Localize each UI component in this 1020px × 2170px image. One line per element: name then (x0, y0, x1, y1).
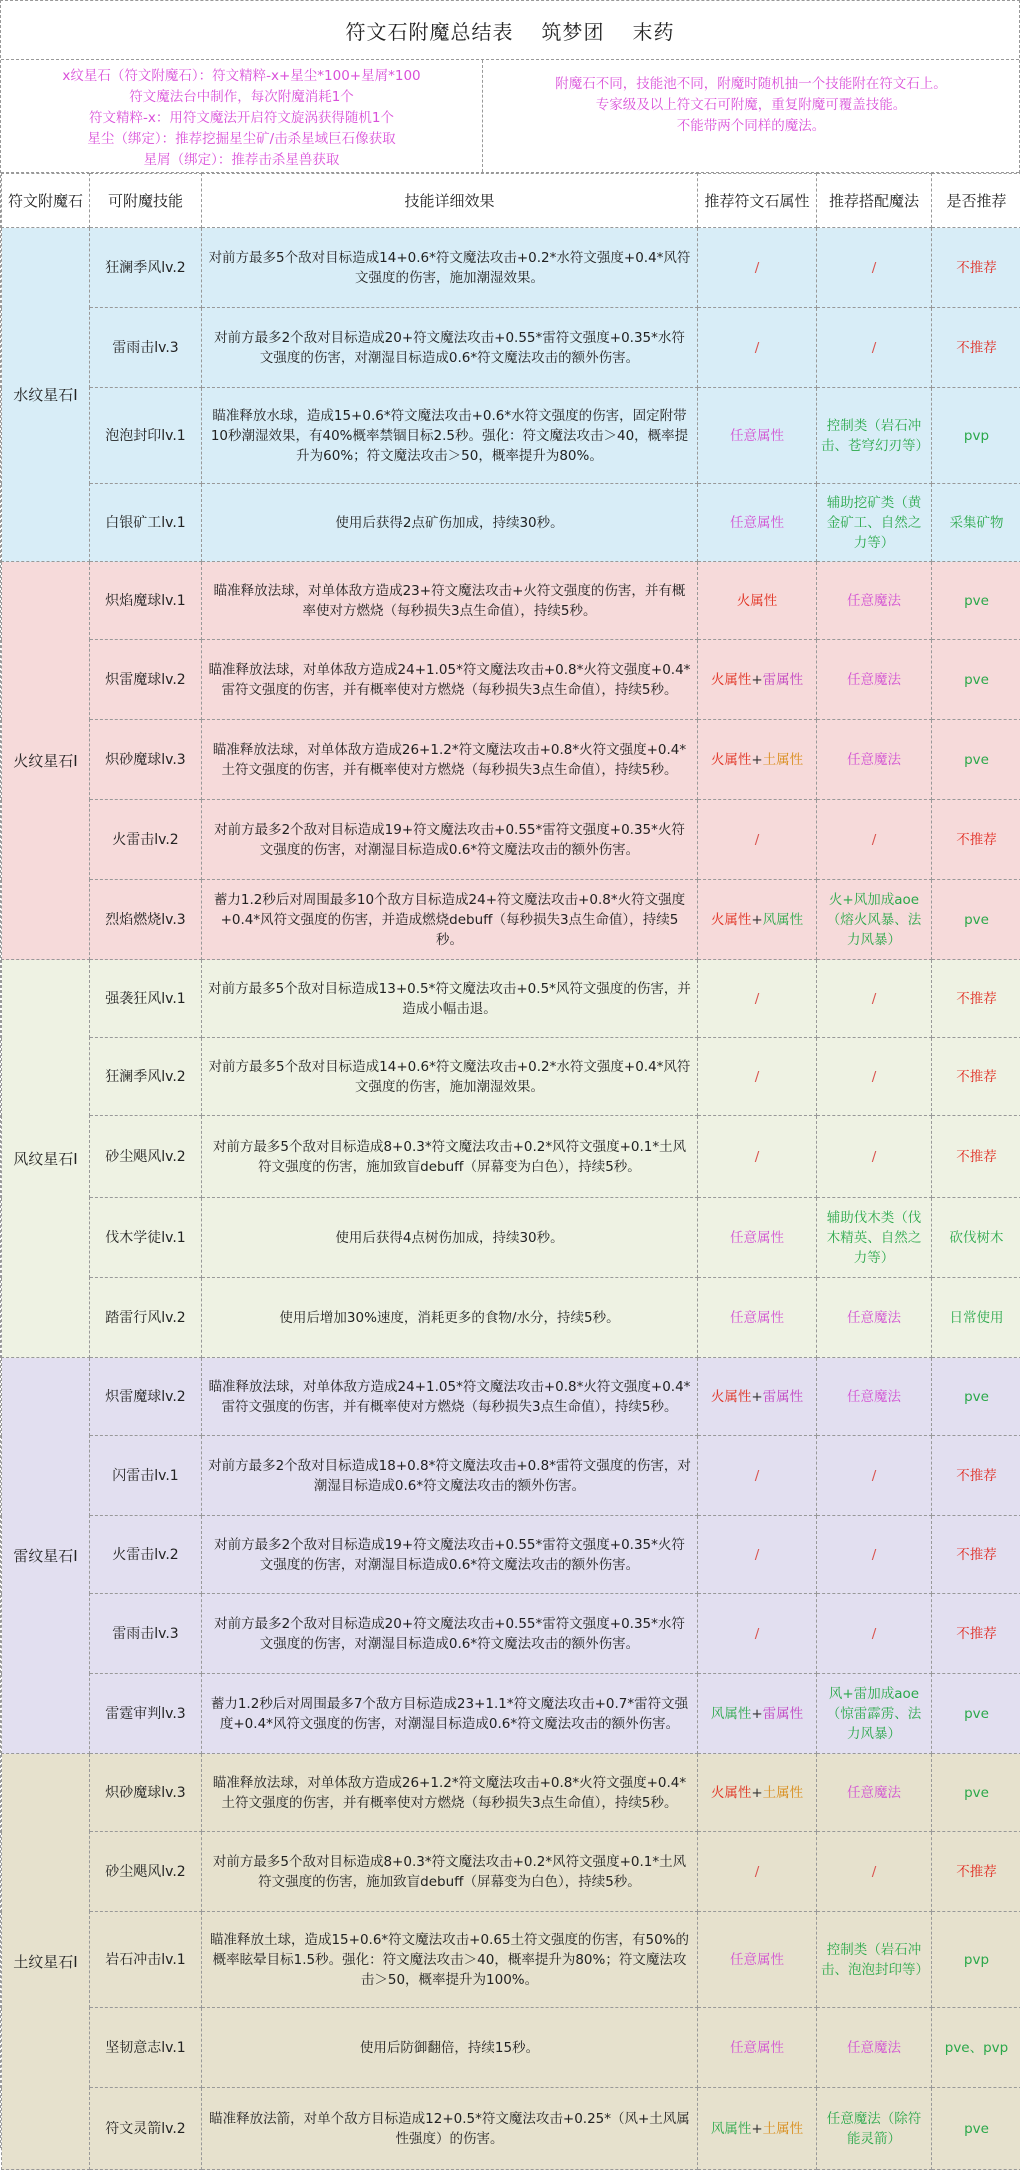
magic-cell (817, 484, 932, 562)
detail-cell: 瞄准释放法球，对单体敌方造成26+1.2*符文魔法攻击+0.8*火符文强度+0.4*土符文强度的伤害，并有概率使对方燃烧（每秒损失3点生命值），持续5秒。 (202, 720, 698, 800)
skill-cell: 强袭狂风lv.1 (90, 960, 202, 1038)
recommend-text: pve (964, 593, 989, 609)
detail-cell: 对前方最多5个敌对目标造成14+0.6*符文魔法攻击+0.2*水符文强度+0.4*风符文强度的伤害，施加潮湿效果。 (202, 1038, 698, 1116)
recommend-text: pve (964, 1785, 989, 1801)
detail-cell: 对前方最多5个敌对目标造成8+0.3*符文魔法攻击+0.2*风符文强度+0.1*土风符文强度的伤害，施加致盲debuff（屏幕变为白色），持续5秒。 (202, 1116, 698, 1198)
recommend-cell (932, 1754, 1020, 1832)
recommend-cell (932, 1832, 1020, 1912)
attr-cell (698, 1912, 817, 2008)
magic-cell (817, 1278, 932, 1358)
attr-text: / (755, 1626, 760, 1642)
detail-cell: 蓄力1.2秒后对周围最多7个敌方目标造成23+1.1*符文魔法攻击+0.7*雷符文强度+0.4*风符文强度的伤害，对潮湿目标造成0.6*符文魔法攻击的额外伤害。 (202, 1674, 698, 1754)
recommend-text: 日常使用 (950, 1310, 1004, 1326)
table-row (2, 1754, 1020, 1832)
recommend-cell (932, 484, 1020, 562)
sheet-title (1, 1, 1019, 60)
header-skill: 可附魔技能 (90, 174, 202, 228)
recommend-cell (932, 1278, 1020, 1358)
attr-cell (698, 1832, 817, 1912)
attr-text: 雷属性 (763, 1706, 804, 1722)
recommend-text: pve (964, 1706, 989, 1722)
stone-cell: 火纹星石Ⅰ (2, 562, 90, 960)
recommend-text: pve (964, 2121, 989, 2137)
skill-cell: 火雷击lv.2 (90, 800, 202, 880)
table-row (2, 228, 1020, 308)
recommend-cell (932, 562, 1020, 640)
magic-cell (817, 1198, 932, 1278)
header-detail: 技能详细效果 (202, 174, 698, 228)
attr-text: 土属性 (763, 752, 804, 768)
magic-text: 风+雷加成aoe（惊雷霹雳、法力风暴） (827, 1686, 922, 1742)
recommend-text: 不推荐 (956, 1547, 997, 1563)
detail-cell: 对前方最多5个敌对目标造成8+0.3*符文魔法攻击+0.2*风符文强度+0.1*土风符文强度的伤害，施加致盲debuff（屏幕变为白色），持续5秒。 (202, 1832, 698, 1912)
table-row (2, 1198, 1020, 1278)
enchant-table (1, 173, 1020, 2170)
attr-cell (698, 484, 817, 562)
detail-cell: 对前方最多5个敌对目标造成13+0.5*符文魔法攻击+0.5*风符文强度的伤害，并造成小幅击退。 (202, 960, 698, 1038)
recommend-cell (932, 1594, 1020, 1674)
attr-text: 风属性 (711, 1706, 752, 1722)
magic-cell (817, 2088, 932, 2170)
header-magic: 推荐搭配魔法 (817, 174, 932, 228)
table-row (2, 1594, 1020, 1674)
attr-cell (698, 308, 817, 388)
attr-text: / (755, 1069, 760, 1085)
detail-cell: 瞄准释放土球，造成15+0.6*符文魔法攻击+0.65土符文强度的伤害，有50%的概率眩晕目标1.5秒。强化：符文魔法攻击＞40，概率提升为80%；符文魔法攻击＞50，概率提升为100%。 (202, 1912, 698, 2008)
magic-text: / (872, 1547, 877, 1563)
table-row (2, 720, 1020, 800)
attr-text: 任意属性 (730, 1952, 784, 1968)
detail-cell: 对前方最多5个敌对目标造成14+0.6*符文魔法攻击+0.2*水符文强度+0.4*风符文强度的伤害，施加潮湿效果。 (202, 228, 698, 308)
stone-cell: 风纹星石Ⅰ (2, 960, 90, 1358)
attr-cell (698, 800, 817, 880)
notes-right (483, 60, 1019, 172)
table-row (2, 2088, 1020, 2170)
attr-text: + (751, 1389, 762, 1405)
table-row (2, 388, 1020, 484)
magic-cell (817, 1832, 932, 1912)
skill-cell: 符文灵箭lv.2 (90, 2088, 202, 2170)
attr-cell (698, 1594, 817, 1674)
recommend-text: 不推荐 (956, 991, 997, 1007)
magic-text: 任意魔法 (847, 1785, 901, 1801)
attr-cell (698, 1358, 817, 1436)
recommend-cell (932, 388, 1020, 484)
table-body (2, 228, 1020, 2170)
attr-cell (698, 228, 817, 308)
note-line: 专家级及以上符文石可附魔，重复附魔可覆盖技能。 (491, 95, 1011, 116)
detail-cell: 对前方最多2个敌对目标造成18+0.8*符文魔法攻击+0.8*雷符文强度的伤害，对潮湿目标造成0.6*符文魔法攻击的额外伤害。 (202, 1436, 698, 1516)
skill-cell: 闪雷击lv.1 (90, 1436, 202, 1516)
attr-text: / (755, 260, 760, 276)
attr-cell (698, 2088, 817, 2170)
skill-cell: 烈焰燃烧lv.3 (90, 880, 202, 960)
table-row (2, 1674, 1020, 1754)
magic-cell (817, 960, 932, 1038)
attr-cell (698, 1116, 817, 1198)
recommend-cell (932, 960, 1020, 1038)
skill-cell: 炽雷魔球lv.2 (90, 1358, 202, 1436)
title-group: 筑梦团 (542, 16, 605, 45)
recommend-cell (932, 1116, 1020, 1198)
recommend-cell (932, 2088, 1020, 2170)
recommend-text: 不推荐 (956, 1069, 997, 1085)
recommend-cell (932, 228, 1020, 308)
recommend-cell (932, 1358, 1020, 1436)
note-line: 星尘（绑定）：推荐挖掘星尘矿/击杀星域巨石像获取 (9, 129, 474, 150)
magic-text: 控制类（岩石冲击、泡泡封印等） (821, 1942, 929, 1978)
notes-section (1, 60, 1019, 173)
attr-text: 火属性 (711, 752, 752, 768)
magic-cell (817, 1038, 932, 1116)
attr-cell (698, 388, 817, 484)
skill-cell: 雷雨击lv.3 (90, 1594, 202, 1674)
table-row (2, 880, 1020, 960)
table-row (2, 1038, 1020, 1116)
stone-cell: 水纹星石Ⅰ (2, 228, 90, 562)
table-row (2, 640, 1020, 720)
skill-cell: 狂澜季风lv.2 (90, 228, 202, 308)
recommend-cell (932, 720, 1020, 800)
magic-cell (817, 308, 932, 388)
detail-cell: 对前方最多2个敌对目标造成19+符文魔法攻击+0.55*雷符文强度+0.35*火符文强度的伤害，对潮湿目标造成0.6*符文魔法攻击的额外伤害。 (202, 800, 698, 880)
table-row (2, 2008, 1020, 2088)
magic-text: 任意魔法 (847, 593, 901, 609)
recommend-text: 砍伐树木 (950, 1230, 1004, 1246)
table-row (2, 1436, 1020, 1516)
magic-text: 任意魔法 (847, 672, 901, 688)
skill-cell: 狂澜季风lv.2 (90, 1038, 202, 1116)
table-row (2, 1832, 1020, 1912)
magic-text: 辅助伐木类（伐木精英、自然之力等） (827, 1210, 922, 1266)
magic-cell (817, 1516, 932, 1594)
stone-cell: 雷纹星石Ⅰ (2, 1358, 90, 1754)
detail-cell: 瞄准释放法球，对单体敌方造成26+1.2*符文魔法攻击+0.8*火符文强度+0.4*土符文强度的伤害，并有概率使对方燃烧（每秒损失3点生命值），持续5秒。 (202, 1754, 698, 1832)
skill-cell: 白银矿工lv.1 (90, 484, 202, 562)
note-line: 符文魔法台中制作，每次附魔消耗1个 (9, 87, 474, 108)
magic-cell (817, 640, 932, 720)
table-row (2, 308, 1020, 388)
recommend-cell (932, 1038, 1020, 1116)
note-line: 不能带两个同样的魔法。 (491, 116, 1011, 137)
notes-left (1, 60, 483, 172)
note-line: 星屑（绑定）：推荐击杀星兽获取 (9, 150, 474, 171)
detail-cell: 使用后防御翻倍，持续15秒。 (202, 2008, 698, 2088)
attr-text: / (755, 1149, 760, 1165)
attr-cell (698, 1516, 817, 1594)
table-row (2, 1516, 1020, 1594)
recommend-text: pve (964, 1389, 989, 1405)
magic-cell (817, 1594, 932, 1674)
attr-text: 任意属性 (730, 1310, 784, 1326)
recommend-cell (932, 640, 1020, 720)
recommend-cell (932, 880, 1020, 960)
attr-text: + (751, 672, 762, 688)
attr-cell (698, 1038, 817, 1116)
recommend-text: 不推荐 (956, 340, 997, 356)
skill-cell: 砂尘飓风lv.2 (90, 1116, 202, 1198)
magic-cell (817, 880, 932, 960)
magic-text: 任意魔法 (847, 1310, 901, 1326)
recommend-text: 不推荐 (956, 832, 997, 848)
header-stone: 符文附魔石 (2, 174, 90, 228)
attr-text: / (755, 1547, 760, 1563)
magic-cell (817, 720, 932, 800)
magic-text: / (872, 1626, 877, 1642)
table-row (2, 562, 1020, 640)
magic-cell (817, 388, 932, 484)
magic-text: 任意魔法 (847, 752, 901, 768)
magic-text: / (872, 1864, 877, 1880)
recommend-text: 不推荐 (956, 1626, 997, 1642)
skill-cell: 炽焰魔球lv.1 (90, 562, 202, 640)
attr-cell (698, 2008, 817, 2088)
magic-text: 火+风加成aoe（熔火风暴、法力风暴） (827, 892, 922, 948)
recommend-text: 不推荐 (956, 1149, 997, 1165)
attr-text: + (751, 2121, 762, 2137)
attr-cell (698, 1674, 817, 1754)
attr-text: 任意属性 (730, 428, 784, 444)
recommend-text: 采集矿物 (950, 515, 1004, 531)
attr-text: 风属性 (763, 912, 804, 928)
skill-cell: 炽雷魔球lv.2 (90, 640, 202, 720)
magic-text: 任意魔法（除符能灵箭） (827, 2111, 922, 2147)
recommend-cell (932, 308, 1020, 388)
recommend-cell (932, 1198, 1020, 1278)
magic-text: / (872, 1468, 877, 1484)
recommend-cell (932, 1912, 1020, 2008)
magic-text: / (872, 340, 877, 356)
recommend-text: 不推荐 (956, 1468, 997, 1484)
magic-text: 辅助挖矿类（黄金矿工、自然之力等） (827, 495, 922, 551)
recommend-text: pve (964, 752, 989, 768)
attr-text: 风属性 (711, 2121, 752, 2137)
attr-text: / (755, 1864, 760, 1880)
magic-text: 控制类（岩石冲击、苍穹幻刃等） (821, 418, 929, 454)
detail-cell: 瞄准释放法球，对单体敌方造成24+1.05*符文魔法攻击+0.8*火符文强度+0.4*雷符文强度的伤害，并有概率使对方燃烧（每秒损失3点生命值），持续5秒。 (202, 640, 698, 720)
attr-text: 火属性 (737, 593, 778, 609)
skill-cell: 雷雨击lv.3 (90, 308, 202, 388)
header-recommend: 是否推荐 (932, 174, 1020, 228)
detail-cell: 使用后获得4点树伤加成，持续30秒。 (202, 1198, 698, 1278)
table-row (2, 1278, 1020, 1358)
magic-cell (817, 1116, 932, 1198)
attr-text: / (755, 991, 760, 1007)
recommend-cell (932, 1436, 1020, 1516)
header-attr: 推荐符文石属性 (698, 174, 817, 228)
attr-cell (698, 640, 817, 720)
detail-cell: 使用后增加30%速度，消耗更多的食物/水分，持续5秒。 (202, 1278, 698, 1358)
attr-text: 火属性 (711, 672, 752, 688)
detail-cell: 对前方最多2个敌对目标造成19+符文魔法攻击+0.55*雷符文强度+0.35*火符文强度的伤害，对潮湿目标造成0.6*符文魔法攻击的额外伤害。 (202, 1516, 698, 1594)
title-author: 末药 (633, 16, 675, 45)
detail-cell: 对前方最多2个敌对目标造成20+符文魔法攻击+0.55*雷符文强度+0.35*水符文强度的伤害，对潮湿目标造成0.6*符文魔法攻击的额外伤害。 (202, 308, 698, 388)
magic-cell (817, 2008, 932, 2088)
recommend-text: 不推荐 (956, 260, 997, 276)
attr-text: 雷属性 (763, 1389, 804, 1405)
recommend-cell (932, 800, 1020, 880)
magic-cell (817, 1436, 932, 1516)
attr-cell (698, 1278, 817, 1358)
magic-cell (817, 1912, 932, 2008)
attr-text: 土属性 (763, 2121, 804, 2137)
table-row (2, 1912, 1020, 2008)
attr-cell (698, 880, 817, 960)
table-row (2, 1358, 1020, 1436)
detail-cell: 瞄准释放法箭，对单个敌方目标造成12+0.5*符文魔法攻击+0.25*（风+土风属性强度）的伤害。 (202, 2088, 698, 2170)
title-main: 符文石附魔总结表 (346, 16, 514, 45)
detail-cell: 瞄准释放法球，对单体敌方造成24+1.05*符文魔法攻击+0.8*火符文强度+0.4*雷符文强度的伤害，并有概率使对方燃烧（每秒损失3点生命值），持续5秒。 (202, 1358, 698, 1436)
magic-text: / (872, 832, 877, 848)
attr-text: / (755, 340, 760, 356)
recommend-cell (932, 1674, 1020, 1754)
attr-text: 雷属性 (763, 672, 804, 688)
skill-cell: 泡泡封印lv.1 (90, 388, 202, 484)
attr-text: 任意属性 (730, 1230, 784, 1246)
attr-text: + (751, 1706, 762, 1722)
attr-text: + (751, 752, 762, 768)
attr-text: + (751, 1785, 762, 1801)
attr-text: / (755, 832, 760, 848)
skill-cell: 岩石冲击lv.1 (90, 1912, 202, 2008)
skill-cell: 炽砂魔球lv.3 (90, 1754, 202, 1832)
attr-cell (698, 562, 817, 640)
magic-cell (817, 1358, 932, 1436)
attr-text: / (755, 1468, 760, 1484)
recommend-text: 不推荐 (956, 1864, 997, 1880)
attr-text: 火属性 (711, 1785, 752, 1801)
attr-text: 火属性 (711, 912, 752, 928)
attr-cell (698, 720, 817, 800)
magic-cell (817, 562, 932, 640)
stone-cell: 土纹星石Ⅰ (2, 1754, 90, 2170)
recommend-text: pve (964, 912, 989, 928)
magic-text: / (872, 991, 877, 1007)
attr-cell (698, 1436, 817, 1516)
detail-cell: 使用后获得2点矿伤加成，持续30秒。 (202, 484, 698, 562)
note-line: x纹星石（符文附魔石）：符文精粹-x+星尘*100+星屑*100 (9, 66, 474, 87)
recommend-cell (932, 2008, 1020, 2088)
attr-text: 火属性 (711, 1389, 752, 1405)
table-row (2, 1116, 1020, 1198)
skill-cell: 雷霆审判lv.3 (90, 1674, 202, 1754)
magic-text: 任意魔法 (847, 2040, 901, 2056)
skill-cell: 踏雷行风lv.2 (90, 1278, 202, 1358)
detail-cell: 瞄准释放法球，对单体敌方造成23+符文魔法攻击+火符文强度的伤害，并有概率使对方燃烧（每秒损失3点生命值），持续5秒。 (202, 562, 698, 640)
detail-cell: 对前方最多2个敌对目标造成20+符文魔法攻击+0.55*雷符文强度+0.35*水符文强度的伤害，对潮湿目标造成0.6*符文魔法攻击的额外伤害。 (202, 1594, 698, 1674)
note-line: 附魔石不同，技能池不同，附魔时随机抽一个技能附在符文石上。 (491, 74, 1011, 95)
skill-cell: 炽砂魔球lv.3 (90, 720, 202, 800)
table-row (2, 960, 1020, 1038)
magic-text: / (872, 260, 877, 276)
recommend-text: pve、pvp (945, 2040, 1009, 2056)
attr-cell (698, 1198, 817, 1278)
magic-text: / (872, 1069, 877, 1085)
detail-cell: 蓄力1.2秒后对周围最多10个敌方目标造成24+符文魔法攻击+0.8*火符文强度+0.4*风符文强度的伤害，并造成燃烧debuff（每秒损失3点生命值），持续5秒。 (202, 880, 698, 960)
note-line: 符文精粹-x：用符文魔法开启符文旋涡获得随机1个 (9, 108, 474, 129)
attr-text: 任意属性 (730, 2040, 784, 2056)
table-row (2, 484, 1020, 562)
header-row (2, 174, 1020, 228)
magic-cell (817, 1754, 932, 1832)
recommend-text: pvp (964, 1952, 989, 1968)
attr-cell (698, 960, 817, 1038)
magic-text: / (872, 1149, 877, 1165)
magic-cell (817, 228, 932, 308)
skill-cell: 火雷击lv.2 (90, 1516, 202, 1594)
attr-cell (698, 1754, 817, 1832)
magic-cell (817, 1674, 932, 1754)
attr-text: 任意属性 (730, 515, 784, 531)
attr-text: 土属性 (763, 1785, 804, 1801)
skill-cell: 伐木学徒lv.1 (90, 1198, 202, 1278)
attr-text: + (751, 912, 762, 928)
magic-text: 任意魔法 (847, 1389, 901, 1405)
recommend-text: pve (964, 672, 989, 688)
skill-cell: 砂尘飓风lv.2 (90, 1832, 202, 1912)
table-row (2, 800, 1020, 880)
detail-cell: 瞄准释放水球，造成15+0.6*符文魔法攻击+0.6*水符文强度的伤害，固定附带10秒潮湿效果，有40%概率禁锢目标2.5秒。强化：符文魔法攻击＞40，概率提升为60%；符文魔法攻击＞50，概率提升为80%。 (202, 388, 698, 484)
magic-cell (817, 800, 932, 880)
recommend-text: pvp (964, 428, 989, 444)
skill-cell: 坚韧意志lv.1 (90, 2008, 202, 2088)
recommend-cell (932, 1516, 1020, 1594)
